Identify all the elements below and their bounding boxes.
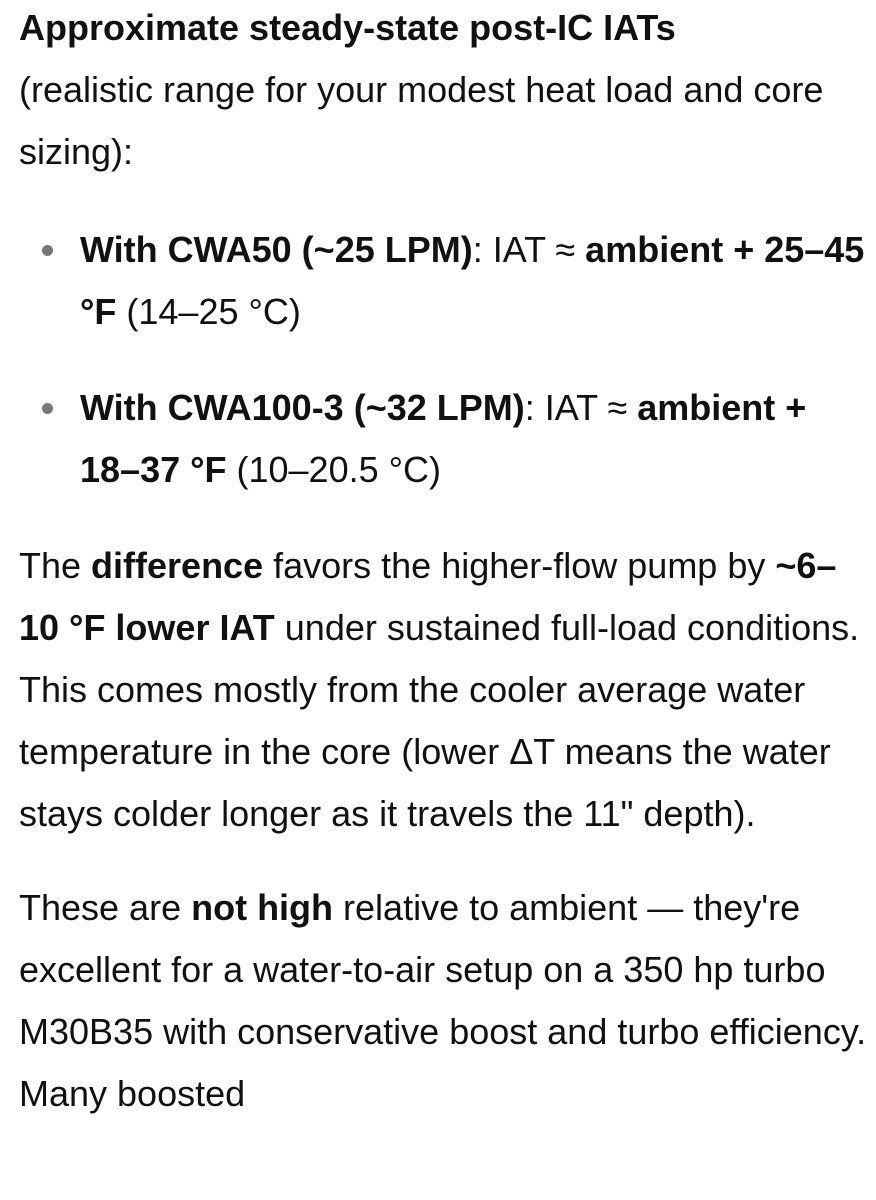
list-item	[19, 377, 876, 501]
bullet-value-bold: ambient + 25–45 °F	[80, 229, 865, 332]
bullet-label: With CWA100-3 (~32 LPM)	[80, 387, 525, 428]
bullet-label: With CWA50 (~25 LPM)	[80, 229, 473, 270]
text-run: relative to ambient — they're excellent for a water-to-air setup on a 350 hp turbo M30B35 with conservative boost and turbo efficiency. Many boosted	[19, 887, 867, 1114]
paragraph-ambient	[19, 877, 876, 1125]
bullet-separator: : IAT ≈	[472, 229, 586, 270]
section-intro	[19, 0, 876, 183]
section-heading: Approximate steady-state post-IC IATs	[19, 7, 676, 48]
text-run: These are	[19, 887, 192, 928]
bullet-separator: : IAT ≈	[524, 387, 638, 428]
bold-run: ~6–10 °F lower IAT	[19, 545, 837, 648]
bold-run: not high	[191, 887, 334, 928]
bullet-value-rest: (10–20.5 °C)	[226, 449, 442, 490]
paragraph-difference	[19, 535, 876, 845]
bold-run: difference	[91, 545, 264, 586]
text-run: favors the higher-flow pump by	[263, 545, 776, 586]
bullet-dot-icon	[42, 245, 53, 256]
section-subheading: (realistic range for your modest heat load and core sizing):	[19, 69, 824, 172]
bullet-dot-icon	[42, 403, 53, 414]
text-run: under sustained full-load conditions. This comes mostly from the cooler average water temperature in the core (lower ΔT means the water stays colder longer as it travels the 11" depth).	[19, 607, 860, 834]
bullet-value-bold: ambient + 18–37 °F	[80, 387, 807, 490]
iat-bullet-list	[19, 219, 876, 501]
list-item	[19, 219, 876, 343]
bullet-value-rest: (14–25 °C)	[116, 291, 301, 332]
text-run: The	[19, 545, 92, 586]
